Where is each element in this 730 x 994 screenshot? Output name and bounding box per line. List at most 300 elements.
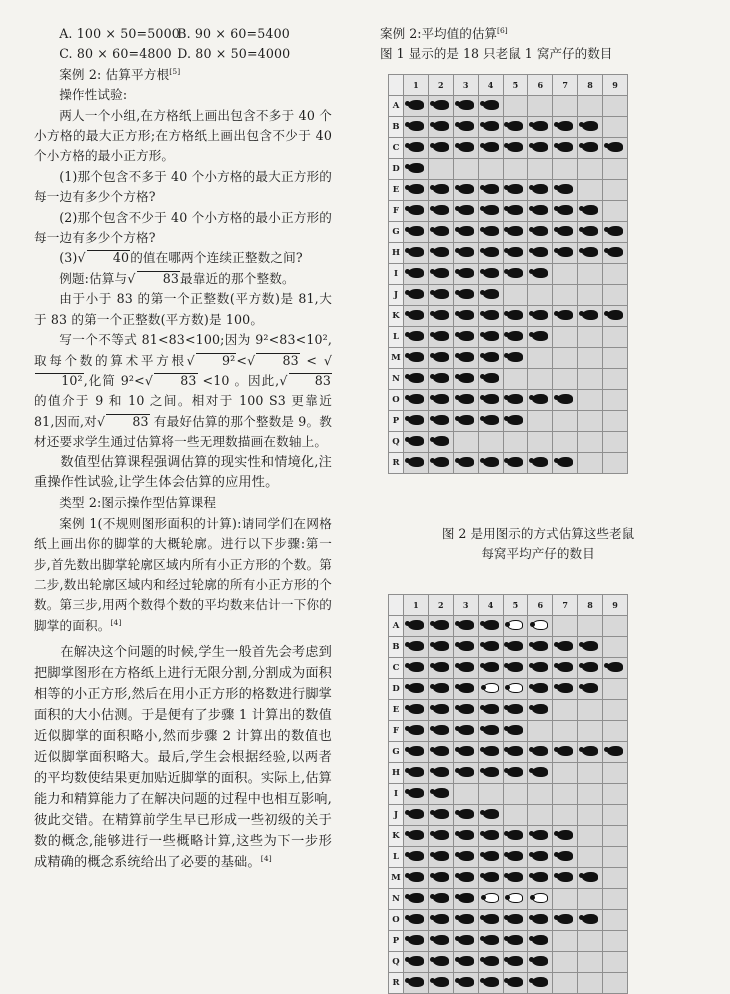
grid-row — [389, 679, 628, 700]
mouse-icon — [507, 956, 523, 966]
grid-cell — [553, 201, 578, 222]
mouse-icon — [582, 226, 598, 236]
mouse-icon — [557, 830, 573, 840]
grid-cell — [478, 721, 503, 742]
grid-cell — [603, 201, 628, 222]
grid-cell — [453, 784, 478, 805]
grid-row — [389, 159, 628, 180]
grid-row — [389, 952, 628, 973]
mouse-icon — [408, 788, 424, 798]
column-header: 3 — [453, 75, 478, 96]
mouse-icon — [433, 457, 449, 467]
grid-cell — [553, 616, 578, 637]
mouse-icon — [532, 641, 548, 651]
grid-row — [389, 390, 628, 411]
mouse-icon — [483, 935, 499, 945]
mouse-icon — [557, 641, 573, 651]
mouse-icon — [483, 725, 499, 735]
grid-cell — [603, 700, 628, 721]
grid-cell — [478, 159, 503, 180]
grid-cell — [478, 117, 503, 138]
grid-row — [389, 700, 628, 721]
grid-cell — [428, 658, 453, 679]
grid-cell — [478, 973, 503, 994]
grid-cell — [603, 117, 628, 138]
grid-cell — [503, 159, 528, 180]
grid-cell — [453, 369, 478, 390]
mouse-icon — [582, 121, 598, 131]
case1-paragraph: 案例 1(不规则图形面积的计算):请同学们在网格纸上画出你的脚掌的大概轮廓。进行以下步骤:第一步,首先数出脚掌轮廓区域内所有小正方形的个数。第二步,数出轮廓区域内和经过轮廓的所有小正方形的个数。第三步,用两个数得个数的平均数来估计一下你的脚掌的面积。[4] — [34, 515, 332, 633]
grid-cell — [553, 411, 578, 432]
grid-cell — [428, 306, 453, 327]
mouse-icon — [532, 704, 548, 714]
mouse-icon — [433, 830, 449, 840]
grid-cell — [478, 616, 503, 637]
grid-cell — [603, 763, 628, 784]
grid-cell — [503, 369, 528, 390]
grid-cell — [428, 910, 453, 931]
grid-cell — [503, 910, 528, 931]
grid-cell — [503, 847, 528, 868]
grid-cell — [528, 411, 553, 432]
grid-cell — [528, 679, 553, 700]
grid-cell — [478, 658, 503, 679]
option-d: D. 80 × 50=4000 — [177, 46, 291, 62]
grid-cell — [428, 637, 453, 658]
mouse-icon — [433, 704, 449, 714]
grid-cell — [578, 348, 603, 369]
column-header: 8 — [578, 75, 603, 96]
grid-cell — [428, 96, 453, 117]
grid-row — [389, 721, 628, 742]
grid-cell — [428, 180, 453, 201]
row-label: A — [389, 96, 404, 117]
grid-cell — [478, 952, 503, 973]
grid-row — [389, 201, 628, 222]
grid-cell — [453, 679, 478, 700]
mouse-icon — [532, 331, 548, 341]
grid-cell — [478, 742, 503, 763]
mouse-icon — [433, 788, 449, 798]
mouse-icon — [507, 746, 523, 756]
grid-row — [389, 889, 628, 910]
mouse-icon — [483, 893, 499, 903]
grid-cell — [553, 658, 578, 679]
grid-cell — [404, 264, 429, 285]
mouse-icon — [433, 851, 449, 861]
mouse-icon — [458, 641, 474, 651]
grid-cell — [553, 973, 578, 994]
mouse-icon — [458, 914, 474, 924]
mouse-icon — [408, 851, 424, 861]
grid-cell — [603, 453, 628, 474]
grid-cell — [603, 679, 628, 700]
paragraph-1: 两人一个小组,在方格纸上画出包含不多于 40 个小方格的最大正方形;在方格纸上画出包含不少于 40 个小方格的最小正方形。 — [34, 107, 332, 164]
row-label: L — [389, 847, 404, 868]
mouse-icon — [483, 394, 499, 404]
mouse-icon — [507, 725, 523, 735]
grid-cell — [503, 616, 528, 637]
grid-cell — [453, 805, 478, 826]
grid-cell — [553, 243, 578, 264]
mouse-icon — [408, 893, 424, 903]
grid-row — [389, 826, 628, 847]
grid-cell — [578, 96, 603, 117]
grid-cell — [503, 222, 528, 243]
column-header: 9 — [603, 595, 628, 616]
mouse-icon — [507, 893, 523, 903]
grid-cell — [528, 348, 553, 369]
grid-cell — [404, 700, 429, 721]
mouse-icon — [458, 767, 474, 777]
grid-cell — [453, 348, 478, 369]
row-label: N — [389, 369, 404, 390]
mouse-icon — [582, 247, 598, 257]
mouse-icon — [433, 977, 449, 987]
column-header: 1 — [404, 595, 429, 616]
grid-cell — [478, 910, 503, 931]
row-label: M — [389, 348, 404, 369]
grid-cell — [428, 390, 453, 411]
mouse-icon — [483, 373, 499, 383]
mouse-icon — [483, 457, 499, 467]
grid-cell — [478, 369, 503, 390]
mouse-icon — [483, 809, 499, 819]
grid-cell — [603, 306, 628, 327]
grid-cell — [453, 453, 478, 474]
grid-cell — [578, 390, 603, 411]
mouse-icon — [483, 746, 499, 756]
grid-cell — [603, 243, 628, 264]
mouse-icon — [507, 247, 523, 257]
grid-cell — [404, 411, 429, 432]
mouse-icon — [433, 415, 449, 425]
mouse-icon — [458, 893, 474, 903]
grid-cell — [603, 658, 628, 679]
grid-cell — [578, 868, 603, 889]
grid-row — [389, 264, 628, 285]
grid-cell — [428, 327, 453, 348]
grid-cell — [453, 159, 478, 180]
grid-cell — [553, 742, 578, 763]
grid-cell — [528, 222, 553, 243]
grid-cell — [553, 889, 578, 910]
mouse-icon — [433, 100, 449, 110]
mouse-icon — [458, 205, 474, 215]
grid-cell — [553, 327, 578, 348]
options-row-1 — [34, 24, 332, 44]
grid-cell — [528, 931, 553, 952]
mouse-icon — [507, 415, 523, 425]
grid-cell — [553, 847, 578, 868]
mouse-icon — [507, 121, 523, 131]
mouse-icon — [483, 956, 499, 966]
grid-row — [389, 910, 628, 931]
grid-cell — [503, 306, 528, 327]
mouse-icon — [557, 394, 573, 404]
row-label: N — [389, 889, 404, 910]
example: 例题:估算与√ 83最靠近的那个整数。 — [34, 269, 332, 289]
grid-cell — [603, 138, 628, 159]
grid-cell — [478, 306, 503, 327]
grid-cell — [453, 432, 478, 453]
mouse-icon — [557, 205, 573, 215]
grid-cell — [503, 742, 528, 763]
grid-cell — [453, 285, 478, 306]
grid-cell — [578, 285, 603, 306]
grid-cell — [404, 784, 429, 805]
row-label: L — [389, 327, 404, 348]
mouse-icon — [532, 914, 548, 924]
grid-cell — [578, 264, 603, 285]
row-label: K — [389, 306, 404, 327]
row-label: R — [389, 973, 404, 994]
grid-cell — [478, 201, 503, 222]
mouse-icon — [507, 352, 523, 362]
grid-cell — [553, 306, 578, 327]
grid-cell — [428, 700, 453, 721]
grid-cell — [553, 700, 578, 721]
grid-cell — [404, 616, 429, 637]
mouse-icon — [483, 415, 499, 425]
grid-cell — [528, 327, 553, 348]
paragraph-2: 由于小于 83 的第一个正整数(平方数)是 81,大于 83 的第一个正整数(平方数)是 100。 — [34, 291, 332, 327]
grid-cell — [528, 826, 553, 847]
grid-cell — [503, 637, 528, 658]
mouse-icon — [483, 205, 499, 215]
grid-cell — [553, 138, 578, 159]
grid-cell — [453, 721, 478, 742]
grid-cell — [478, 180, 503, 201]
mouse-icon — [458, 746, 474, 756]
grid-cell — [503, 327, 528, 348]
grid-cell — [553, 679, 578, 700]
row-label: J — [389, 805, 404, 826]
mouse-icon — [458, 247, 474, 257]
grid-cell — [404, 180, 429, 201]
mouse-icon — [582, 683, 598, 693]
mouse-icon — [408, 373, 424, 383]
grid-cell — [428, 616, 453, 637]
grid-cell — [453, 96, 478, 117]
mouse-icon — [532, 226, 548, 236]
mouse-icon — [532, 956, 548, 966]
row-label: B — [389, 637, 404, 658]
mouse-icon — [408, 830, 424, 840]
row-label: J — [389, 285, 404, 306]
grid-cell — [603, 348, 628, 369]
mouse-icon — [458, 100, 474, 110]
mouse-icon — [483, 268, 499, 278]
grid-cell — [603, 826, 628, 847]
grid-row — [389, 637, 628, 658]
mouse-icon — [607, 310, 623, 320]
row-label: E — [389, 180, 404, 201]
column-header: 7 — [553, 75, 578, 96]
mouse-icon — [557, 457, 573, 467]
grid-cell — [428, 264, 453, 285]
grid-cell — [404, 637, 429, 658]
grid-cell — [503, 138, 528, 159]
grid-cell — [453, 616, 478, 637]
grid-cell — [553, 453, 578, 474]
grid-cell — [478, 453, 503, 474]
mouse-icon — [433, 373, 449, 383]
grid-cell — [404, 222, 429, 243]
mouse-icon — [433, 893, 449, 903]
grid-cell — [553, 952, 578, 973]
grid-cell — [428, 453, 453, 474]
mouse-icon — [532, 767, 548, 777]
grid-row — [389, 784, 628, 805]
mouse-icon — [607, 247, 623, 257]
grid-cell — [528, 952, 553, 973]
grid-cell — [404, 306, 429, 327]
mouse-icon — [557, 121, 573, 131]
grid-cell — [603, 432, 628, 453]
row-label: P — [389, 931, 404, 952]
case2-heading: 案例 2: 估算平方根[5] — [59, 66, 181, 82]
mouse-icon — [532, 457, 548, 467]
mouse-icon — [433, 184, 449, 194]
figure2-caption-line1: 图 2 是用图示的方式估算这些老鼠 — [441, 526, 635, 541]
grid-cell — [578, 763, 603, 784]
mouse-icon — [408, 746, 424, 756]
mouse-icon — [433, 809, 449, 819]
column-header: 2 — [428, 75, 453, 96]
row-label: O — [389, 910, 404, 931]
option-a: A. 100 × 50=5000 — [59, 26, 180, 41]
row-label: I — [389, 784, 404, 805]
grid-cell — [428, 432, 453, 453]
grid-cell — [553, 784, 578, 805]
grid-cell — [553, 348, 578, 369]
paragraph-4: 数值型估算课程强调估算的现实性和情境化,注重操作性试验,让学生体会估算的应用性。 — [34, 454, 332, 490]
grid-cell — [478, 931, 503, 952]
mouse-icon — [557, 310, 573, 320]
mouse-icon — [433, 641, 449, 651]
grid-cell — [404, 910, 429, 931]
mouse-icon — [433, 121, 449, 131]
mouse-icon — [507, 310, 523, 320]
mouse-icon — [458, 977, 474, 987]
grid-cell — [503, 826, 528, 847]
grid-row — [389, 96, 628, 117]
grid-cell — [453, 952, 478, 973]
mouse-icon — [458, 956, 474, 966]
mouse-icon — [408, 121, 424, 131]
grid-cell — [478, 637, 503, 658]
mouse-icon — [433, 205, 449, 215]
mouse-icon — [557, 851, 573, 861]
mouse-icon — [532, 121, 548, 131]
mouse-icon — [607, 142, 623, 152]
mouse-icon — [458, 331, 474, 341]
grid-cell — [528, 306, 553, 327]
column-header: 1 — [404, 75, 429, 96]
grid-cell — [428, 679, 453, 700]
mouse-icon — [433, 956, 449, 966]
mouse-icon — [483, 289, 499, 299]
grid-cell — [578, 805, 603, 826]
mouse-icon — [458, 268, 474, 278]
grid-cell — [503, 889, 528, 910]
grid-cell — [404, 952, 429, 973]
grid-cell — [478, 826, 503, 847]
grid-cell — [528, 910, 553, 931]
grid-cell — [528, 117, 553, 138]
grid-row — [389, 327, 628, 348]
mouse-icon — [408, 205, 424, 215]
grid-cell — [603, 910, 628, 931]
grid-cell — [553, 180, 578, 201]
mouse-icon — [532, 142, 548, 152]
mouse-icon — [433, 226, 449, 236]
right-case2-heading: 案例 2:平均值的估算[6] — [380, 26, 508, 41]
grid-cell — [503, 784, 528, 805]
column-header: 7 — [553, 595, 578, 616]
figure1-caption: 图 1 显示的是 18 只老鼠 1 窝产仔的数目 — [380, 46, 613, 61]
mouse-icon — [458, 725, 474, 735]
mouse-icon — [408, 436, 424, 446]
grid-cell — [428, 973, 453, 994]
grid-cell — [553, 390, 578, 411]
row-label: G — [389, 222, 404, 243]
grid-cell — [428, 784, 453, 805]
grid-cell — [578, 432, 603, 453]
mouse-icon — [433, 935, 449, 945]
mouse-icon — [532, 310, 548, 320]
mouse-icon — [408, 415, 424, 425]
mouse-icon — [557, 746, 573, 756]
grid-cell — [453, 180, 478, 201]
grid-cell — [528, 973, 553, 994]
grid-cell — [528, 243, 553, 264]
grid-cell — [503, 411, 528, 432]
mouse-icon — [532, 872, 548, 882]
mouse-icon — [532, 851, 548, 861]
mouse-icon — [458, 310, 474, 320]
mouse-icon — [433, 662, 449, 672]
column-header: 5 — [503, 75, 528, 96]
mouse-icon — [483, 226, 499, 236]
mouse-icon — [433, 310, 449, 320]
grid-cell — [603, 721, 628, 742]
grid-cell — [478, 868, 503, 889]
grid-cell — [503, 180, 528, 201]
mouse-icon — [557, 683, 573, 693]
grid-cell — [428, 763, 453, 784]
type2-heading: 类型 2:图示操作型估算课程 — [59, 495, 217, 511]
grid-cell — [553, 826, 578, 847]
mouse-icon — [483, 310, 499, 320]
grid-cell — [478, 700, 503, 721]
grid-cell — [528, 868, 553, 889]
mouse-icon — [582, 310, 598, 320]
grid-cell — [528, 138, 553, 159]
question-1: (1)那个包含不多于 40 个小方格的最大正方形的每一边有多少个方格? — [34, 168, 332, 205]
grid-cell — [404, 763, 429, 784]
grid-cell — [453, 306, 478, 327]
grid-cell — [528, 847, 553, 868]
op-test-heading: 操作性试验: — [59, 87, 128, 103]
grid-cell — [404, 348, 429, 369]
grid-cell — [428, 348, 453, 369]
grid-cell — [553, 117, 578, 138]
grid-cell — [478, 222, 503, 243]
grid-row — [389, 616, 628, 637]
mouse-icon — [582, 641, 598, 651]
